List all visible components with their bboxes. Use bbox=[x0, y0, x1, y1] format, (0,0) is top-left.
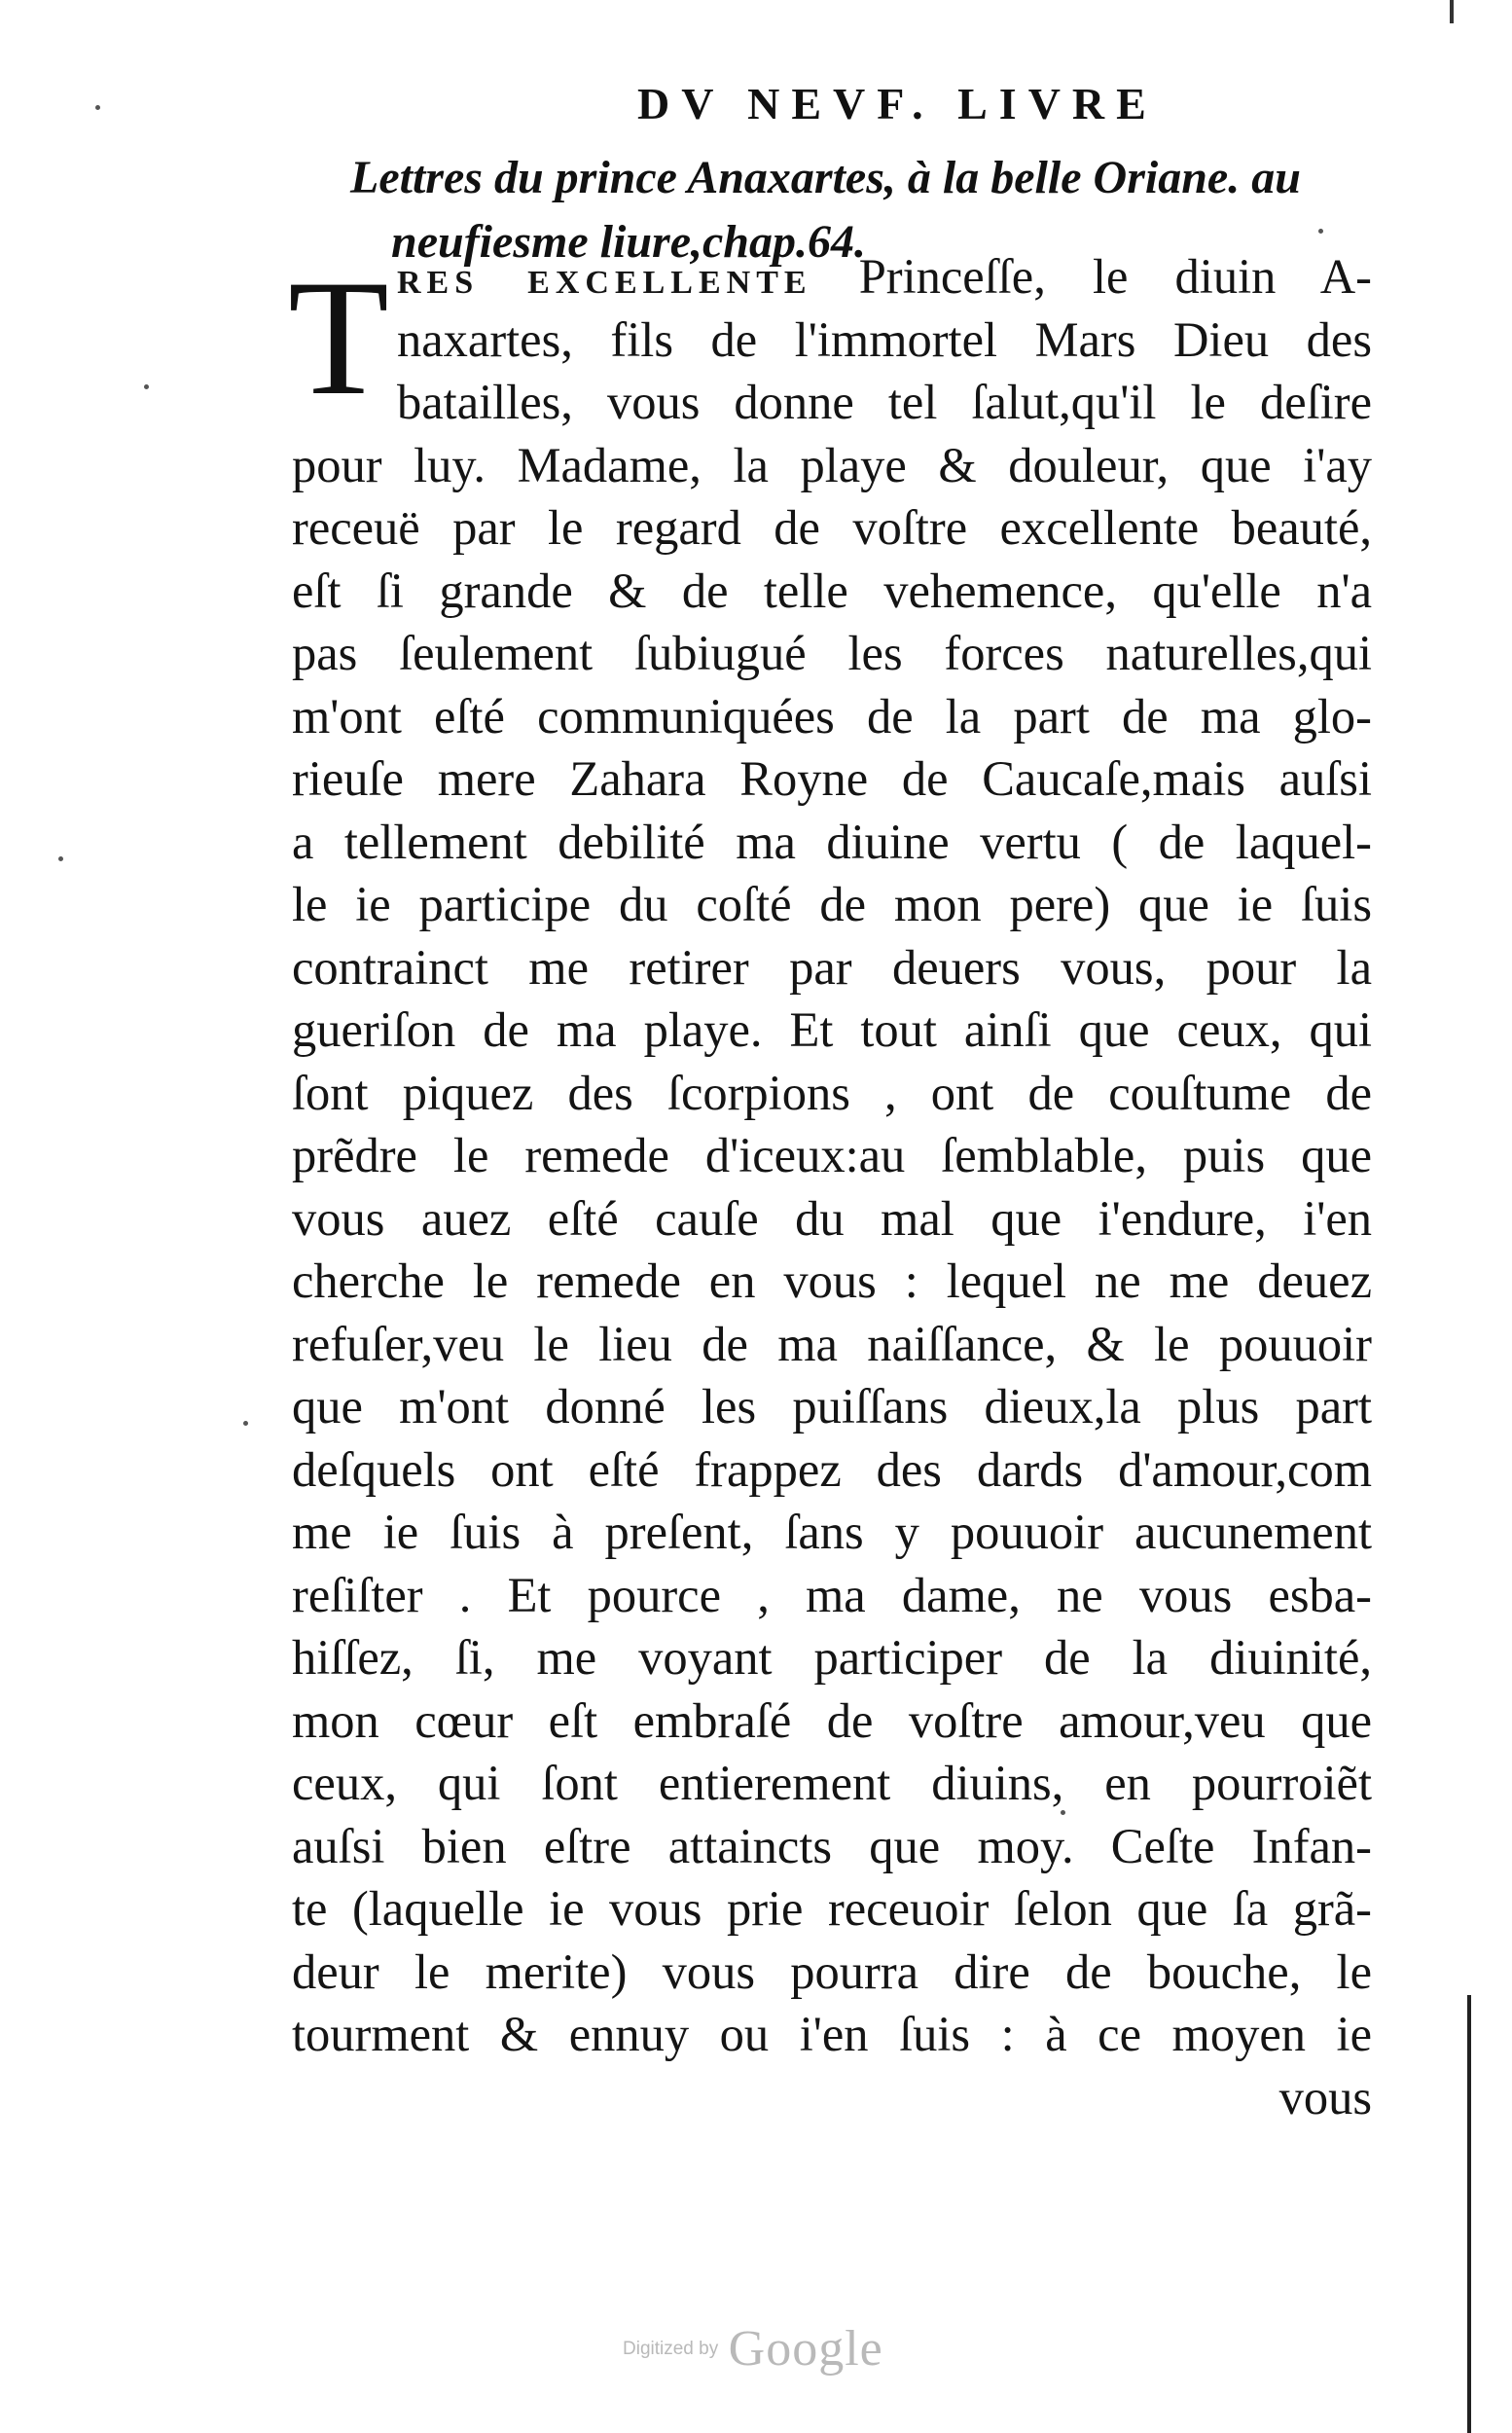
text-line: ſont piquez des ſcorpions , ont de couſtume de bbox=[292, 1065, 1372, 1120]
text-line: hiſſez, ſi, me voyant participer de la diuinité, bbox=[292, 1630, 1372, 1685]
drop-cap: T bbox=[288, 246, 389, 429]
text-line: mon cœur eſt embraſé de voſtre amour,veu que bbox=[292, 1692, 1372, 1748]
chapter-title-line-2: neufiesme liure,chap.64. bbox=[391, 216, 866, 268]
text-line: reſiſter . Et pource , ma dame, ne vous esba- bbox=[292, 1567, 1372, 1622]
text-line: a tellement debilité ma diuine vertu ( de laquel- bbox=[292, 814, 1372, 869]
digitized-watermark bbox=[623, 2320, 883, 2378]
text-line: cherche le remede en vous : lequel ne me deuez bbox=[292, 1253, 1372, 1308]
text-line: prẽdre le remede d'iceux:au ſemblable, puis que bbox=[292, 1128, 1372, 1182]
watermark-brand: Google bbox=[728, 2321, 883, 2377]
text-line bbox=[292, 245, 1372, 309]
text-line: gueriſon de ma playe. Et tout ainſi que ceux, qui bbox=[292, 1002, 1372, 1057]
scan-speck bbox=[1318, 229, 1323, 234]
running-head: DV NEVF. LIVRE bbox=[637, 79, 1158, 128]
watermark-prefix: Digitized by bbox=[623, 2338, 719, 2359]
text-line: te (laquelle ie vous prie receuoir ſelon que ſa grã- bbox=[292, 1881, 1372, 1936]
text-line: deſquels ont eſté frappez des dards d'amour,com bbox=[292, 1441, 1372, 1497]
text-line: batailles, vous donne tel ſalut,qu'il le deſire bbox=[397, 375, 1372, 429]
text-line: eſt ſi grande & de telle vehemence, qu'elle n'a bbox=[292, 563, 1372, 618]
line-text: Princeſſe, le diuin A- bbox=[811, 249, 1372, 304]
text-line: pour luy. Madame, la playe & douleur, que i'ay bbox=[292, 437, 1372, 492]
text-line: me ie ſuis à preſent, ſans y pouuoir aucunement bbox=[292, 1505, 1372, 1559]
page-edge-mark bbox=[1450, 0, 1454, 23]
small-caps-lead: RES EXCELLENTE bbox=[397, 265, 812, 301]
text-line: pas ſeulement ſubiugué les forces naturelles,qui bbox=[292, 626, 1372, 680]
text-line: deur le merite) vous pourra dire de bouche, le bbox=[292, 1943, 1372, 1999]
text-line: naxartes, fils de l'immortel Mars Dieu des bbox=[397, 311, 1372, 367]
scan-speck bbox=[58, 856, 63, 861]
text-line: que m'ont donné les puiſſans dieux,la plus part bbox=[292, 1379, 1372, 1434]
text-line: receuë par le regard de voſtre excellente beauté, bbox=[292, 500, 1372, 555]
text-line: le ie participe du coſté de mon pere) que ie ſuis bbox=[292, 877, 1372, 931]
scan-speck bbox=[243, 1421, 248, 1426]
catchword: vous bbox=[1278, 2069, 1372, 2124]
text-line: vous auez eſté cauſe du mal que i'endure, i'en bbox=[292, 1190, 1372, 1246]
text-line: ceux, qui ſont entierement diuins, en pourroiẽt bbox=[292, 1756, 1372, 1810]
text-line: contrainct me retirer par deuers vous, pour la bbox=[292, 939, 1372, 995]
scan-speck bbox=[95, 105, 100, 110]
letter-body bbox=[292, 245, 1372, 2128]
page-edge-rule bbox=[1467, 1995, 1471, 2433]
chapter-title-line-1: Lettres du prince Anaxartes, à la belle Oriane. au bbox=[350, 152, 1301, 203]
text-line: refuſer,veu le lieu de ma naiſſance, & le pouuoir bbox=[292, 1316, 1372, 1371]
text-line: rieuſe mere Zahara Royne de Caucaſe,mais auſsi bbox=[292, 751, 1372, 806]
text-line: tourment & ennuy ou i'en ſuis : à ce moyen ie bbox=[292, 2007, 1372, 2061]
scan-speck bbox=[1061, 1810, 1065, 1815]
text-line: m'ont eſté communiquées de la part de ma glo- bbox=[292, 688, 1372, 744]
scan-speck bbox=[144, 384, 149, 389]
text-line: auſsi bien eſtre attaincts que moy. Ceſte Infan- bbox=[292, 1818, 1372, 1873]
